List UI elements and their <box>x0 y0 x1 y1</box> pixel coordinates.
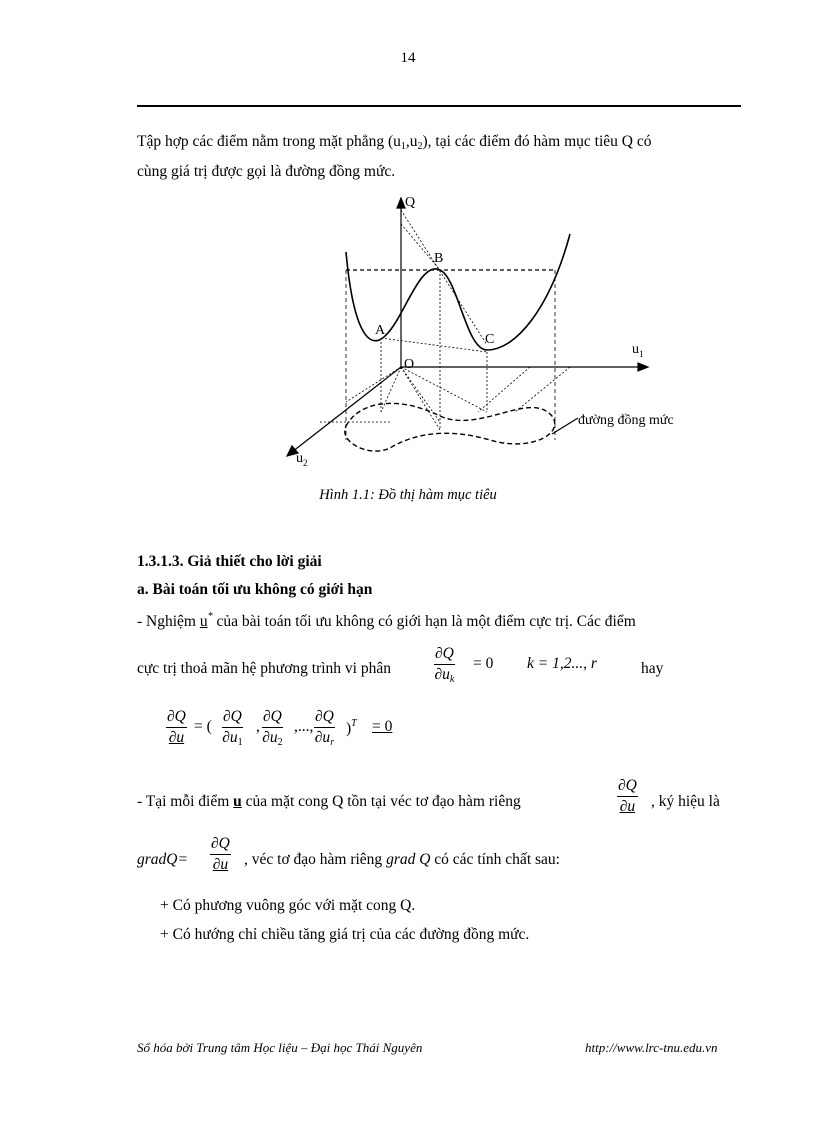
p3-text-b: của mặt cong Q tồn tại véc tơ đạo hàm riêng <box>241 793 521 810</box>
eq2-den-2: ∂u <box>262 729 278 746</box>
p1-text-b: của bài toán tối ưu không có giới hạn là một điểm cực trị. Các điểm <box>212 613 636 630</box>
u2-axis <box>292 367 401 452</box>
grad-num: ∂Q <box>210 834 231 855</box>
eq1-den: ∂u <box>434 666 450 683</box>
p4-text-a: , véc tơ đạo hàm riêng <box>244 851 387 868</box>
eq2-rhs <box>372 718 392 736</box>
label-q: Q <box>405 195 416 210</box>
eq2-sub-2: 2 <box>277 737 283 748</box>
eq1-rhs: = 0 <box>473 655 494 672</box>
eq2-frac-r <box>314 707 335 753</box>
label-a: A <box>375 323 386 338</box>
eq2-lhs-fraction <box>166 707 187 748</box>
contour-pointer <box>552 418 578 434</box>
label-b: B <box>434 251 444 266</box>
eq2-den-1: ∂u <box>222 729 238 746</box>
bullet-2: + Có hướng chỉ chiều tăng giá trị của các đường đồng mức. <box>160 926 530 943</box>
label-u1: $u_1$ <box>632 342 644 359</box>
bullet-1: + Có phương vuông góc với mặt cong Q. <box>160 897 416 914</box>
p3-text-a: - Tại mỗi điểm <box>137 793 234 810</box>
p4-grad: grad Q <box>386 851 431 868</box>
eq2-num-1: ∂Q <box>222 707 243 728</box>
eq2-frac-1 <box>222 707 243 753</box>
label-o: O <box>404 357 415 372</box>
footer-left: Số hóa bởi Trung tâm Học liệu – Đại học Thái Nguyên <box>137 1040 423 1055</box>
label-c: C <box>485 332 495 347</box>
label-contour: đường đồng mức <box>578 413 674 428</box>
q-axis-arrow <box>397 198 405 208</box>
label-u2: $u_2$ <box>296 451 308 468</box>
eq2-dots: ,..., <box>294 718 314 735</box>
grad-fraction <box>210 834 231 875</box>
eq1-den-sub: k <box>449 674 455 685</box>
eq1-range: k = 1,2..., r <box>527 655 597 672</box>
intro-text-a: Tập hợp các điểm nằm trong mặt phẳng (u <box>137 133 401 150</box>
intro-sub-2: 2 <box>417 141 423 152</box>
eq2-frac-2 <box>262 707 283 753</box>
eq2-sub-r: r <box>330 737 335 748</box>
eq2-transpose: T <box>351 718 357 729</box>
paragraph-2: cực trị thoả mãn hệ phương trình vi phân <box>137 660 391 677</box>
p3-den: ∂u <box>619 798 636 815</box>
eq2-eq: = ( <box>194 718 212 735</box>
eq2-rhs-text: = 0 <box>372 718 393 735</box>
eq2-num-r: ∂Q <box>314 707 335 728</box>
p1-star: * <box>207 611 213 622</box>
section-heading: 1.3.1.3. Giả thiết cho lời giải <box>137 553 322 570</box>
grad-den: ∂u <box>212 856 229 873</box>
intro-text-b: ), tại các điểm đó hàm mục tiêu Q có <box>422 133 652 150</box>
eq2-close-paren: ) <box>346 720 352 737</box>
intro-comma: ,u <box>405 133 418 150</box>
paragraph-1 <box>137 611 741 631</box>
page-number: 14 <box>400 50 416 66</box>
eq2-sub-1: 1 <box>237 737 243 748</box>
p3-fraction <box>617 776 638 817</box>
intro-line-1 <box>137 133 741 152</box>
figure-caption: Hình 1.1: Đồ thị hàm mục tiêu <box>319 487 497 503</box>
p4-text-b: có các tính chất sau: <box>430 851 560 868</box>
eq1-num: ∂Q <box>434 644 455 665</box>
section-subheading: a. Bài toán tối ưu không có giới hạn <box>137 581 373 598</box>
intro-line-2: cùng giá trị được gọi là đường đồng mức. <box>137 163 396 180</box>
paragraph-3-c: , ký hiệu là <box>651 793 720 810</box>
u1-axis-arrow <box>638 363 648 371</box>
p1-u: u <box>199 613 208 630</box>
objective-function-figure <box>280 190 740 480</box>
eq2-den-r: ∂u <box>314 729 331 746</box>
p3-u: u <box>233 793 242 810</box>
eq2-lhs-den: ∂u <box>168 729 185 746</box>
eq2-comma-1: , <box>256 718 260 735</box>
paragraph-3-a <box>137 793 521 811</box>
eq2-lhs-num: ∂Q <box>166 707 187 728</box>
eq1-fraction <box>434 644 455 690</box>
eq1-hay: hay <box>641 660 664 677</box>
p3-num: ∂Q <box>617 776 638 797</box>
grad-lhs: gradQ= <box>137 851 188 868</box>
eq2-close <box>346 718 357 738</box>
p1-text-a: - Nghiệm <box>137 613 200 630</box>
contour-curve <box>345 403 555 451</box>
footer-right: http://www.lrc-tnu.edu.vn <box>585 1040 718 1055</box>
paragraph-4 <box>244 851 560 869</box>
header-rule <box>137 105 741 107</box>
eq2-num-2: ∂Q <box>262 707 283 728</box>
intro-sub-1: 1 <box>400 141 406 152</box>
